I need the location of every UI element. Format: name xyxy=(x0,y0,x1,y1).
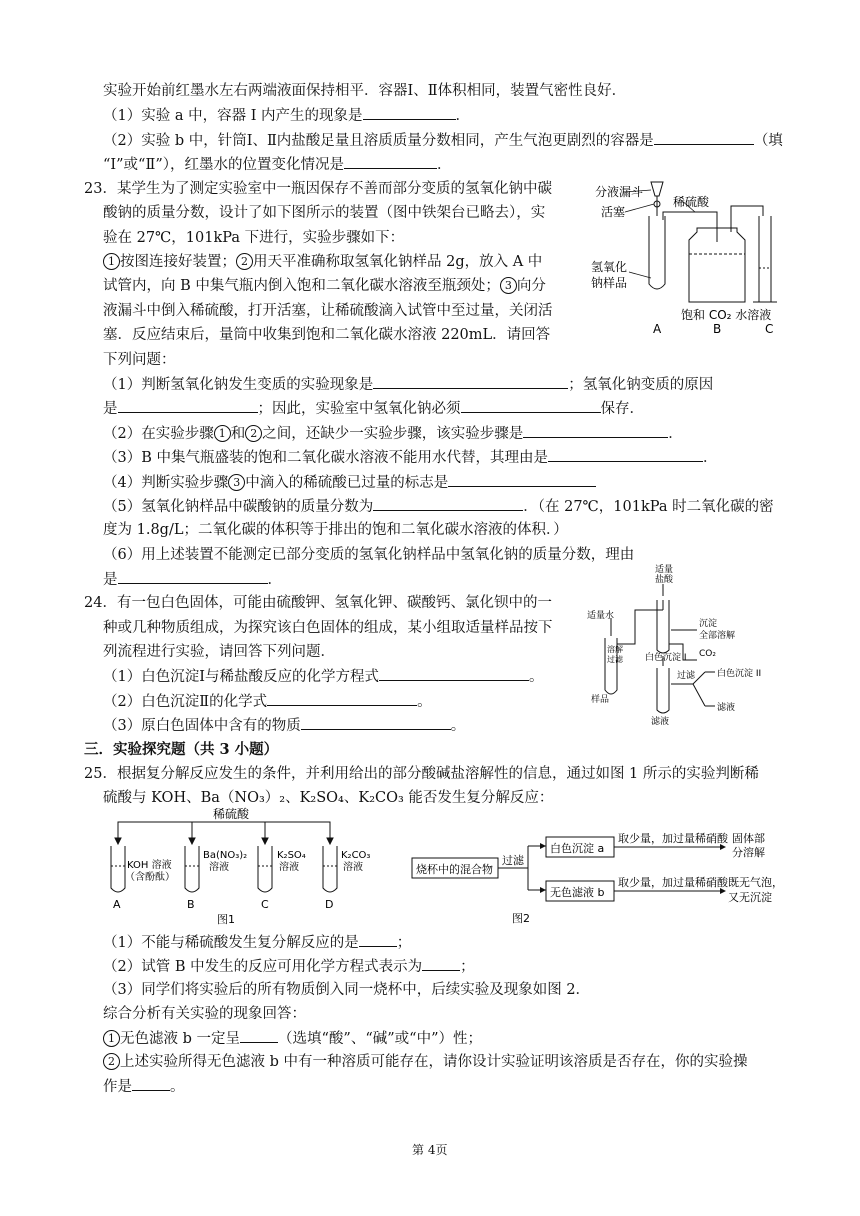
svg-text:图2: 图2 xyxy=(512,912,530,925)
svg-text:K₂CO₃: K₂CO₃ xyxy=(341,850,371,861)
q23-step: 1 按图连接好装置； 2 用天平准确称取氢氧化钠样品 2g，放入 A 中 xyxy=(103,252,542,272)
svg-text:滤液: 滤液 xyxy=(651,717,670,727)
q25-sub2: 2 上述实验所得无色滤液 b 中有一种溶质可能存在，请你设计实验证明该溶质是否存在，你的实验操 xyxy=(103,1052,748,1072)
svg-text:（含酚酞）: （含酚酞） xyxy=(125,872,175,883)
svg-text:过滤: 过滤 xyxy=(502,854,524,867)
svg-text:过滤: 过滤 xyxy=(677,671,696,681)
svg-text:滤液: 滤液 xyxy=(717,703,736,713)
svg-text:分溶解: 分溶解 xyxy=(732,846,765,859)
svg-text:饱和 CO₂ 水溶液: 饱和 CO₂ 水溶液 xyxy=(681,308,772,322)
svg-text:固体部: 固体部 xyxy=(732,832,765,845)
q25-part1: （1）不能与稀硫酸发生复分解反应的是 ； xyxy=(103,932,411,953)
intro-line: 实验开始前红墨水左右两端液面保持相平．容器Ⅰ、Ⅱ体积相同，装置气密性良好． xyxy=(103,83,627,99)
svg-text:Ba(NO₃)₂: Ba(NO₃)₂ xyxy=(203,850,248,861)
svg-text:适量: 适量 xyxy=(655,565,674,575)
svg-text:氢氧化: 氢氧化 xyxy=(591,260,628,274)
q23-step: 试管内，向 B 中集气瓶内倒入饱和二氧化碳水溶液至瓶颈处； 3 向分 xyxy=(103,278,546,294)
svg-text:分液漏斗: 分液漏斗 xyxy=(595,185,644,199)
q24-stem: 24．有一包白色固体，可能由硫酸钾、氢氧化钾、碳酸钙、氯化钡中的一 xyxy=(84,595,552,611)
svg-text:C: C xyxy=(261,898,269,911)
svg-text:溶解: 溶解 xyxy=(607,645,623,654)
q25-stem: 硫酸与 KOH、Ba（NO₃）₂、K₂SO₄、K₂CO₃ 能否发生复分解反应： xyxy=(103,790,554,806)
svg-text:C: C xyxy=(765,322,774,336)
svg-text:取少量，加过量稀硝酸: 取少量，加过量稀硝酸 xyxy=(618,876,728,889)
page-footer: 第 4页 xyxy=(412,1143,448,1157)
svg-text:无色滤液 b: 无色滤液 b xyxy=(550,886,605,899)
q22-part2: （2）实验 b 中，针筒Ⅰ、Ⅱ内盐酸足量且溶质质量分数相同，产生气泡更剧烈的容器是 （填 xyxy=(103,130,783,151)
svg-text:图1: 图1 xyxy=(217,913,235,926)
svg-text:白色沉淀 a: 白色沉淀 a xyxy=(550,842,605,855)
q23-part5: （5）氢氧化钠样品中碳酸钠的质量分数为 ．（在 27℃，101kPa 时二氧化碳的密 xyxy=(103,496,774,517)
svg-text:K₂SO₄: K₂SO₄ xyxy=(277,850,306,861)
q23-part4: （4）判断实验步骤 3 中滴入的稀硫酸已过量的标志是 xyxy=(103,472,596,493)
svg-text:溶液: 溶液 xyxy=(279,862,299,873)
q24-part1: （1）白色沉淀Ⅰ与稀盐酸反应的化学方程式 。 xyxy=(103,666,543,687)
svg-text:KOH 溶液: KOH 溶液 xyxy=(127,860,172,871)
q23-part2: （2）在实验步骤 1 和 2 之间，还缺少一实验步骤，该实验步骤是 ． xyxy=(103,423,683,444)
q23-part6-cont: 是 ． xyxy=(103,569,282,590)
q23-step: 液漏斗中倒入稀硫酸，打开活塞，让稀硫酸滴入试管中至过量，关闭活 xyxy=(103,303,553,319)
q25-sub2-cont: 作是 。 xyxy=(103,1076,185,1097)
q24-flow-figure xyxy=(585,560,805,740)
svg-text:盐酸: 盐酸 xyxy=(655,575,674,585)
svg-text:溶液: 溶液 xyxy=(343,862,363,873)
svg-text:全部溶解: 全部溶解 xyxy=(699,631,736,641)
q23-part6: （6）用上述装置不能测定已部分变质的氢氧化钠样品中氢氧化钠的质量分数，理由 xyxy=(103,547,635,563)
q23-apparatus-figure xyxy=(585,176,795,336)
q23-step: 下列问题： xyxy=(103,352,176,368)
q23-stem: 23．某学生为了测定实验室中一瓶因保存不善而部分变质的氢氧化钠中碳 xyxy=(84,181,552,197)
q23-step: 塞．反应结束后，量筒中收集到饱和二氧化碳水溶液 220mL．请回答 xyxy=(103,327,551,343)
svg-text:钠样品: 钠样品 xyxy=(591,276,628,290)
svg-text:B: B xyxy=(713,322,722,336)
svg-text:烧杯中的混合物: 烧杯中的混合物 xyxy=(416,863,493,876)
svg-text:白色沉淀 I: 白色沉淀 I xyxy=(645,653,687,663)
q24-part2: （2）白色沉淀Ⅱ的化学式 。 xyxy=(103,691,432,712)
svg-text:取少量，加过量稀硝酸: 取少量，加过量稀硝酸 xyxy=(618,832,728,845)
svg-text:B: B xyxy=(187,898,195,911)
q23-stem: 酸钠的质量分数，设计了如下图所示的装置（图中铁架台已略去），实 xyxy=(103,205,546,221)
q25-part2: （2）试管 B 中发生的反应可用化学方程式表示为 ； xyxy=(103,956,475,977)
q25-sub1: 1 无色滤液 b 一定呈 （选填“酸”、“碱”或“中”）性； xyxy=(103,1028,482,1049)
q24-stem: 列流程进行实验，请回答下列问题． xyxy=(103,644,335,660)
q22-part1: （1）实验 a 中，容器 I 内产生的现象是 ． xyxy=(103,105,470,126)
svg-text:稀硫酸: 稀硫酸 xyxy=(673,195,710,209)
circled-number: 2 xyxy=(236,253,253,270)
q23-part3: （3）B 中集气瓶盛装的饱和二氧化碳水溶液不能用水代替，其理由是 ． xyxy=(103,447,718,468)
circled-number: 3 xyxy=(500,277,517,294)
svg-text:适量水: 适量水 xyxy=(587,611,615,621)
q25-part4: 综合分析有关实验的现象回答： xyxy=(103,1006,306,1022)
svg-text:又无沉淀: 又无沉淀 xyxy=(728,891,772,904)
svg-text:A: A xyxy=(653,322,662,336)
svg-text:活塞: 活塞 xyxy=(601,205,626,219)
svg-text:白色沉淀 II: 白色沉淀 II xyxy=(717,669,762,679)
svg-text:稀硫酸: 稀硫酸 xyxy=(213,807,250,821)
circled-number: 1 xyxy=(103,253,120,270)
q25-figure-1 xyxy=(105,806,395,926)
svg-text:CO₂: CO₂ xyxy=(699,649,716,659)
q24-stem: 种或几种物质组成，为探究该白色固体的组成，某小组取适量样品按下 xyxy=(103,620,553,636)
q25-figure-2 xyxy=(410,826,790,926)
q23-part1: （1）判断氢氧化钠发生变质的实验现象是 ；氢氧化钠变质的原因 xyxy=(103,374,713,395)
svg-text:样品: 样品 xyxy=(591,695,610,705)
svg-text:A: A xyxy=(113,898,121,911)
svg-text:沉淀: 沉淀 xyxy=(699,619,718,629)
q25-stem: 25．根据复分解反应发生的条件，并利用给出的部分酸碱盐溶解性的信息，通过如图 1 所示的实验判断稀 xyxy=(84,766,759,782)
q23-part1-cont: 是 ；因此，实验室中氢氧化钠必须 保存． xyxy=(103,398,644,419)
svg-text:既无气泡，: 既无气泡， xyxy=(728,876,783,889)
q23-stem: 验在 27℃，101kPa 下进行，实验步骤如下： xyxy=(103,230,405,246)
svg-text:溶液: 溶液 xyxy=(209,862,229,873)
q22-part2-cont: “Ⅰ”或“Ⅱ”），红墨水的位置变化情况是 ． xyxy=(103,154,451,175)
svg-text:过滤: 过滤 xyxy=(607,655,623,664)
q23-part5-cont: 度为 1.8g/L；二氧化碳的体积等于排出的饱和二氧化碳水溶液的体积．） xyxy=(103,522,568,538)
svg-text:D: D xyxy=(325,898,334,911)
section-title: 三．实验探究题（共 3 小题） xyxy=(84,741,279,758)
q24-part3: （3）原白色固体中含有的物质 。 xyxy=(103,715,465,736)
q25-part3: （3）同学们将实验后的所有物质倒入同一烧杯中，后续实验及现象如图 2． xyxy=(103,982,591,998)
